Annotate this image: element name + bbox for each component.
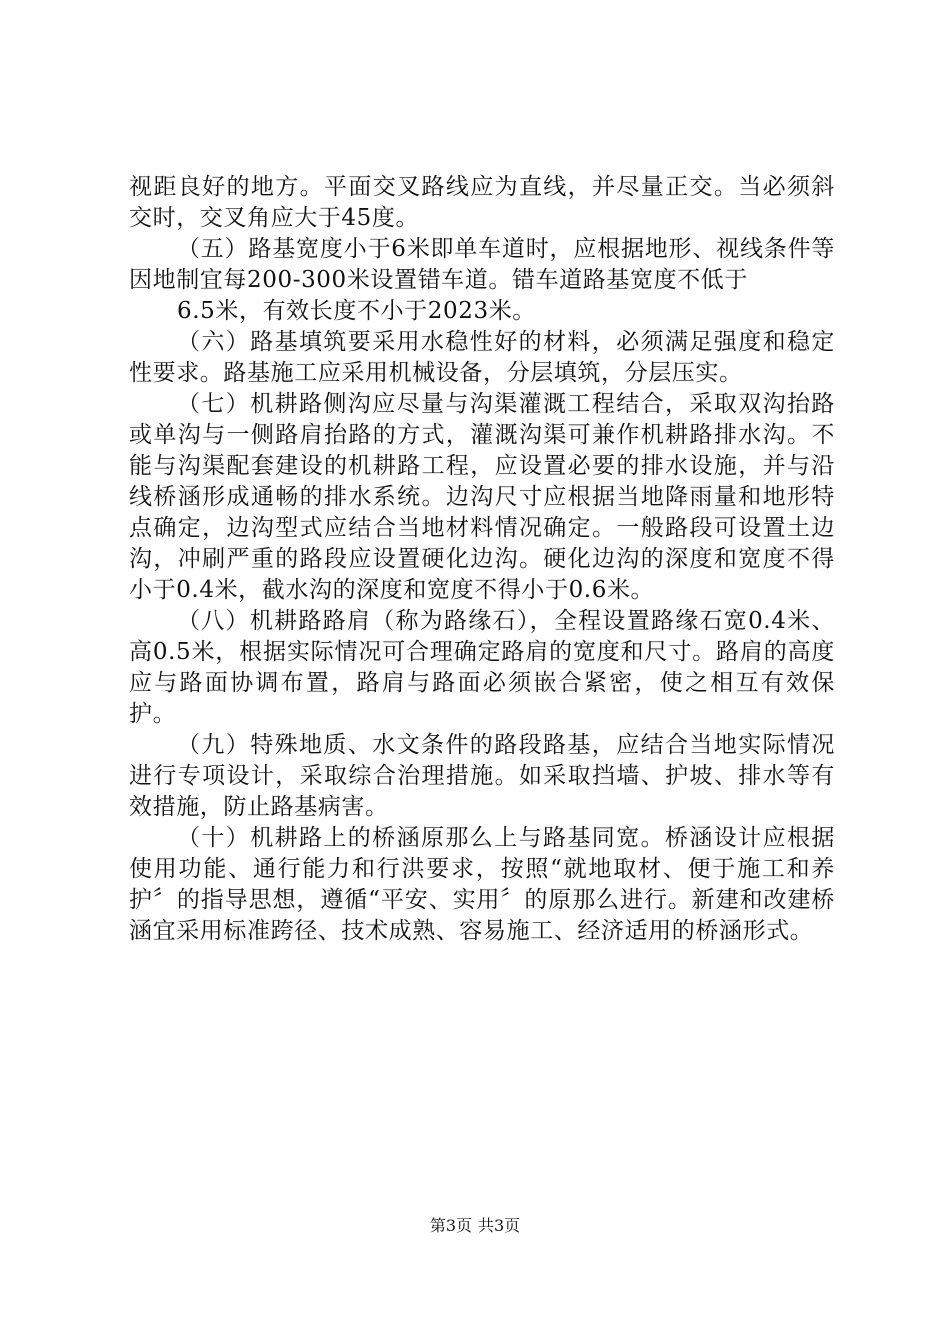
- page-number: 第3页: [429, 1216, 472, 1235]
- paragraph-6-subgrade-filling: （六）路基填筑要采用水稳性好的材料，必须满足强度和稳定性要求。路基施工应采用机械设备，分层填筑，分层压实。: [129, 329, 835, 386]
- page-total: 共3页: [478, 1216, 521, 1235]
- paragraph-5-continuation: 6.5米，有效长度不小于2023米。: [177, 298, 536, 324]
- document-body: [129, 172, 835, 947]
- paragraph-8-road-shoulder: （八）机耕路路肩（称为路缘石），全程设置路缘石宽0.4米、高0.5米，根据实际情况可合理确定路肩的宽度和尺寸。路肩的高度应与路面协调布置，路肩与路面必须嵌合紧密，使之相互有效保护。: [129, 608, 835, 727]
- paragraph-5-subgrade-width: （五）路基宽度小于6米即单车道时，应根据地形、视线条件等因地制宜每200-300米设置错车道。错车道路基宽度不低于: [129, 236, 835, 293]
- paragraph-sight-distance: 视距良好的地方。平面交叉路线应为直线，并尽量正交。当必须斜交时，交叉角应大于45度。: [129, 174, 835, 231]
- paragraph-10-bridges-culverts: （十）机耕路上的桥涵原那么上与路基同宽。桥涵设计应根据使用功能、通行能力和行洪要求，按照“就地取材、便于施工和养护〞的指导思想，遵循“平安、实用〞的原那么进行。新建和改建桥涵宜采用标准跨径、技术成熟、容易施工、经济适用的桥涵形式。: [129, 825, 835, 944]
- paragraph-7-side-ditch: （七）机耕路侧沟应尽量与沟渠灌溉工程结合，采取双沟抬路或单沟与一侧路肩抬路的方式，灌溉沟渠可兼作机耕路排水沟。不能与沟渠配套建设的机耕路工程，应设置必要的排水设施，并与沿线桥涵形成通畅的排水系统。边沟尺寸应根据当地降雨量和地形特点确定，边沟型式应结合当地材料情况确定。一般路段可设置土边沟，冲刷严重的路段应设置硬化边沟。硬化边沟的深度和宽度不得小于0.4米，截水沟的深度和宽度不得小于0.6米。: [129, 391, 835, 603]
- paragraph-9-special-geology: （九）特殊地质、水文条件的路段路基，应结合当地实际情况进行专项设计，采取综合治理措施。如采取挡墙、护坡、排水等有效措施，防止路基病害。: [129, 732, 835, 820]
- page-footer: [0, 1216, 950, 1236]
